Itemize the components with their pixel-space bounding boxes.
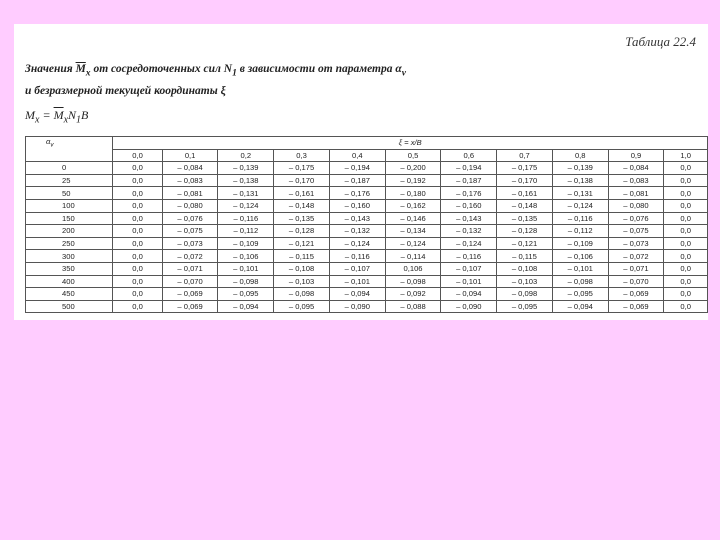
moment-value-cell: – 0,107 [441, 262, 497, 275]
moment-value-cell: – 0,107 [329, 262, 385, 275]
moment-value-cell: – 0,135 [274, 212, 330, 225]
moment-value-cell: – 0,124 [552, 199, 608, 212]
moment-value-cell: – 0,143 [329, 212, 385, 225]
moment-value-cell: – 0,131 [552, 187, 608, 200]
alpha-value-cell: 300 [26, 250, 113, 263]
formula-mbar: $\overline{M}$ [53, 108, 64, 122]
moment-value-cell: – 0,124 [441, 237, 497, 250]
moment-value-cell: – 0,162 [385, 199, 441, 212]
xi-value-header: 0,6 [441, 149, 497, 162]
moment-value-cell: – 0,076 [608, 212, 664, 225]
moment-value-cell: – 0,176 [441, 187, 497, 200]
moment-value-cell: – 0,148 [497, 199, 553, 212]
moment-value-cell: – 0,192 [385, 174, 441, 187]
table-row [26, 199, 708, 212]
xi-value-header: 0,7 [497, 149, 553, 162]
moment-value-cell: – 0,101 [441, 275, 497, 288]
alpha-value-cell: 100 [26, 199, 113, 212]
alpha-value-cell: 200 [26, 225, 113, 238]
moment-value-cell: – 0,180 [385, 187, 441, 200]
table-row [26, 162, 708, 175]
moment-value-cell: – 0,098 [274, 288, 330, 301]
xi-value-header: 0,3 [274, 149, 330, 162]
moment-value-cell: – 0,095 [552, 288, 608, 301]
alpha-value-cell: 0 [26, 162, 113, 175]
xi-value-header: 0,2 [218, 149, 274, 162]
moment-value-cell: – 0,139 [552, 162, 608, 175]
caption-symbol-alpha-sub: v [401, 67, 407, 79]
moment-value-cell: – 0,083 [608, 174, 664, 187]
table-header-row-1 [26, 137, 708, 150]
moment-value-cell: – 0,084 [162, 162, 218, 175]
moment-value-cell: – 0,116 [441, 250, 497, 263]
moment-value-cell: – 0,121 [497, 237, 553, 250]
moment-value-cell: – 0,069 [162, 300, 218, 313]
moment-value-cell: – 0,132 [329, 225, 385, 238]
moment-value-cell: – 0,090 [329, 300, 385, 313]
moment-value-cell: – 0,109 [552, 237, 608, 250]
table-row [26, 262, 708, 275]
moment-value-cell: – 0,128 [497, 225, 553, 238]
xi-value-header: 0,1 [162, 149, 218, 162]
xi-value-header: 0,5 [385, 149, 441, 162]
table-row [26, 288, 708, 301]
moment-value-cell: – 0,101 [552, 262, 608, 275]
moment-value-cell: – 0,095 [218, 288, 274, 301]
table-number: Таблица 22.4 [625, 34, 696, 49]
moment-value-cell: – 0,143 [441, 212, 497, 225]
alpha-value-cell: 50 [26, 187, 113, 200]
moment-value-cell: – 0,135 [497, 212, 553, 225]
moment-value-cell: – 0,108 [497, 262, 553, 275]
moment-value-cell: 0,0 [664, 288, 708, 301]
moment-value-cell: – 0,146 [385, 212, 441, 225]
corner-header [26, 137, 113, 162]
moment-value-cell: 0,0 [113, 225, 162, 238]
moment-value-cell: – 0,108 [274, 262, 330, 275]
moment-value-cell: – 0,072 [162, 250, 218, 263]
alpha-value-cell: 350 [26, 262, 113, 275]
table-row [26, 174, 708, 187]
moment-value-cell: – 0,121 [274, 237, 330, 250]
moment-value-cell: – 0,090 [441, 300, 497, 313]
moment-value-cell: – 0,069 [162, 288, 218, 301]
caption-text-c: в зависимости от параметра [239, 63, 393, 75]
alpha-value-cell: 250 [26, 237, 113, 250]
moment-value-cell: – 0,160 [329, 199, 385, 212]
moment-value-cell: – 0,194 [329, 162, 385, 175]
moment-value-cell: – 0,170 [274, 174, 330, 187]
moment-value-cell: – 0,084 [608, 162, 664, 175]
xi-value-header: 1,0 [664, 149, 708, 162]
moment-value-cell: – 0,132 [441, 225, 497, 238]
moment-value-cell: 0,0 [113, 212, 162, 225]
caption-symbol-m: $\overline{M}$ [75, 63, 86, 75]
moment-value-cell: – 0,109 [218, 237, 274, 250]
formula-b: B [81, 108, 89, 122]
table-row [26, 212, 708, 225]
moment-value-cell: – 0,098 [552, 275, 608, 288]
moment-value-cell: – 0,138 [218, 174, 274, 187]
moment-value-cell: – 0,069 [608, 288, 664, 301]
caption-symbol-alpha: α [395, 63, 402, 75]
table-row [26, 237, 708, 250]
moment-value-cell: – 0,160 [441, 199, 497, 212]
xi-value-header: 0,0 [113, 149, 162, 162]
moment-value-cell: – 0,075 [162, 225, 218, 238]
moment-value-cell: – 0,101 [218, 262, 274, 275]
moment-value-cell: – 0,161 [497, 187, 553, 200]
caption-symbol-m-sub: x [85, 67, 91, 79]
moment-value-cell: – 0,148 [274, 199, 330, 212]
moment-value-cell: – 0,071 [162, 262, 218, 275]
moment-value-cell: – 0,124 [385, 237, 441, 250]
moment-value-cell: 0,0 [113, 199, 162, 212]
moment-value-cell: – 0,106 [218, 250, 274, 263]
moment-value-cell: – 0,200 [385, 162, 441, 175]
moment-value-cell: – 0,088 [385, 300, 441, 313]
moment-value-cell: – 0,176 [329, 187, 385, 200]
moment-value-cell: – 0,098 [385, 275, 441, 288]
moment-value-cell: – 0,070 [162, 275, 218, 288]
moment-value-cell: – 0,101 [329, 275, 385, 288]
caption-text-a: Значения [25, 63, 73, 75]
moment-value-cell: – 0,116 [218, 212, 274, 225]
moment-value-cell: – 0,103 [274, 275, 330, 288]
moment-value-cell: – 0,134 [385, 225, 441, 238]
caption-symbol-n: N [223, 63, 233, 75]
moment-value-cell: – 0,116 [329, 250, 385, 263]
moment-value-cell: – 0,112 [552, 225, 608, 238]
moment-value-cell: – 0,175 [274, 162, 330, 175]
moment-value-cell: 0,0 [113, 250, 162, 263]
table-caption [25, 60, 406, 101]
moment-value-cell: – 0,131 [218, 187, 274, 200]
moment-value-cell: 0,0 [113, 162, 162, 175]
formula-n: N [68, 108, 77, 122]
moment-value-cell: 0,0 [113, 300, 162, 313]
moment-value-cell: – 0,092 [385, 288, 441, 301]
moment-value-cell: 0,0 [113, 237, 162, 250]
moment-value-cell: 0,0 [664, 225, 708, 238]
moment-value-cell: – 0,073 [162, 237, 218, 250]
corner-alpha: α [46, 137, 51, 146]
moment-value-cell: 0,0 [664, 212, 708, 225]
xi-value-header: 0,8 [552, 149, 608, 162]
moment-value-cell: – 0,081 [608, 187, 664, 200]
table-row [26, 225, 708, 238]
moment-value-cell: 0,0 [664, 250, 708, 263]
caption-line-2: и безразмерной текущей координаты ξ [25, 85, 226, 98]
moment-value-cell: 0,0 [664, 262, 708, 275]
moment-value-cell: – 0,124 [218, 199, 274, 212]
moment-value-cell: 0,0 [113, 187, 162, 200]
formula-n-sub: 1 [76, 114, 82, 126]
moment-value-cell: 0,0 [113, 174, 162, 187]
moment-value-cell: – 0,128 [274, 225, 330, 238]
moment-value-cell: 0,0 [113, 288, 162, 301]
moment-value-cell: – 0,116 [552, 212, 608, 225]
alpha-value-cell: 25 [26, 174, 113, 187]
moment-value-cell: – 0,095 [274, 300, 330, 313]
table-row [26, 187, 708, 200]
table-row [26, 250, 708, 263]
corner-alpha-sub: v [50, 141, 54, 149]
formula-m-sub: x [35, 114, 40, 126]
moment-value-cell: – 0,072 [608, 250, 664, 263]
moment-value-cell: – 0,094 [441, 288, 497, 301]
moment-value-cell: – 0,076 [162, 212, 218, 225]
moment-value-cell: – 0,138 [552, 174, 608, 187]
formula [25, 108, 88, 125]
caption-text-b: от сосредоточенных сил [93, 63, 221, 75]
alpha-value-cell: 400 [26, 275, 113, 288]
moment-value-cell: – 0,115 [274, 250, 330, 263]
formula-mbar-sub: x [63, 114, 69, 126]
moment-value-cell: – 0,175 [497, 162, 553, 175]
moment-value-cell: 0,0 [664, 174, 708, 187]
moment-value-cell: 0,106 [385, 262, 441, 275]
moment-value-cell: 0,0 [664, 300, 708, 313]
table-row [26, 300, 708, 313]
moment-value-cell: 0,0 [664, 162, 708, 175]
xi-value-header: 0,4 [329, 149, 385, 162]
moment-value-cell: 0,0 [664, 275, 708, 288]
moment-value-cell: – 0,124 [329, 237, 385, 250]
alpha-value-cell: 150 [26, 212, 113, 225]
moment-value-cell: 0,0 [113, 275, 162, 288]
caption-line-1 [25, 60, 406, 82]
moment-value-cell: – 0,070 [608, 275, 664, 288]
moment-value-cell: – 0,073 [608, 237, 664, 250]
moment-value-cell: – 0,094 [329, 288, 385, 301]
moment-table [25, 136, 708, 313]
moment-value-cell: – 0,081 [162, 187, 218, 200]
moment-value-cell: 0,0 [664, 237, 708, 250]
caption-symbol-n-sub: 1 [232, 67, 237, 79]
moment-value-cell: – 0,112 [218, 225, 274, 238]
moment-value-cell: – 0,098 [218, 275, 274, 288]
alpha-value-cell: 500 [26, 300, 113, 313]
moment-value-cell: – 0,161 [274, 187, 330, 200]
moment-value-cell: – 0,115 [497, 250, 553, 263]
xi-value-header: 0,9 [608, 149, 664, 162]
table-header-row-2 [26, 149, 708, 162]
moment-value-cell: – 0,095 [497, 300, 553, 313]
table-row [26, 275, 708, 288]
moment-value-cell: 0,0 [664, 187, 708, 200]
moment-value-cell: – 0,187 [329, 174, 385, 187]
moment-value-cell: – 0,075 [608, 225, 664, 238]
moment-value-cell: – 0,080 [608, 199, 664, 212]
moment-value-cell: – 0,071 [608, 262, 664, 275]
moment-value-cell: – 0,114 [385, 250, 441, 263]
moment-value-cell: 0,0 [664, 199, 708, 212]
moment-value-cell: – 0,106 [552, 250, 608, 263]
moment-value-cell: – 0,187 [441, 174, 497, 187]
moment-value-cell: – 0,094 [552, 300, 608, 313]
scanned-page [14, 24, 708, 320]
table-body [26, 162, 708, 313]
moment-value-cell: – 0,094 [218, 300, 274, 313]
moment-value-cell: – 0,139 [218, 162, 274, 175]
moment-value-cell: – 0,103 [497, 275, 553, 288]
moment-value-cell: 0,0 [113, 262, 162, 275]
xi-header: ξ = x/B [113, 137, 708, 150]
formula-equals: = [39, 108, 54, 122]
alpha-value-cell: 450 [26, 288, 113, 301]
moment-value-cell: – 0,080 [162, 199, 218, 212]
moment-value-cell: – 0,170 [497, 174, 553, 187]
moment-value-cell: – 0,098 [497, 288, 553, 301]
formula-m: M [25, 108, 35, 122]
moment-value-cell: – 0,069 [608, 300, 664, 313]
moment-value-cell: – 0,194 [441, 162, 497, 175]
moment-value-cell: – 0,083 [162, 174, 218, 187]
